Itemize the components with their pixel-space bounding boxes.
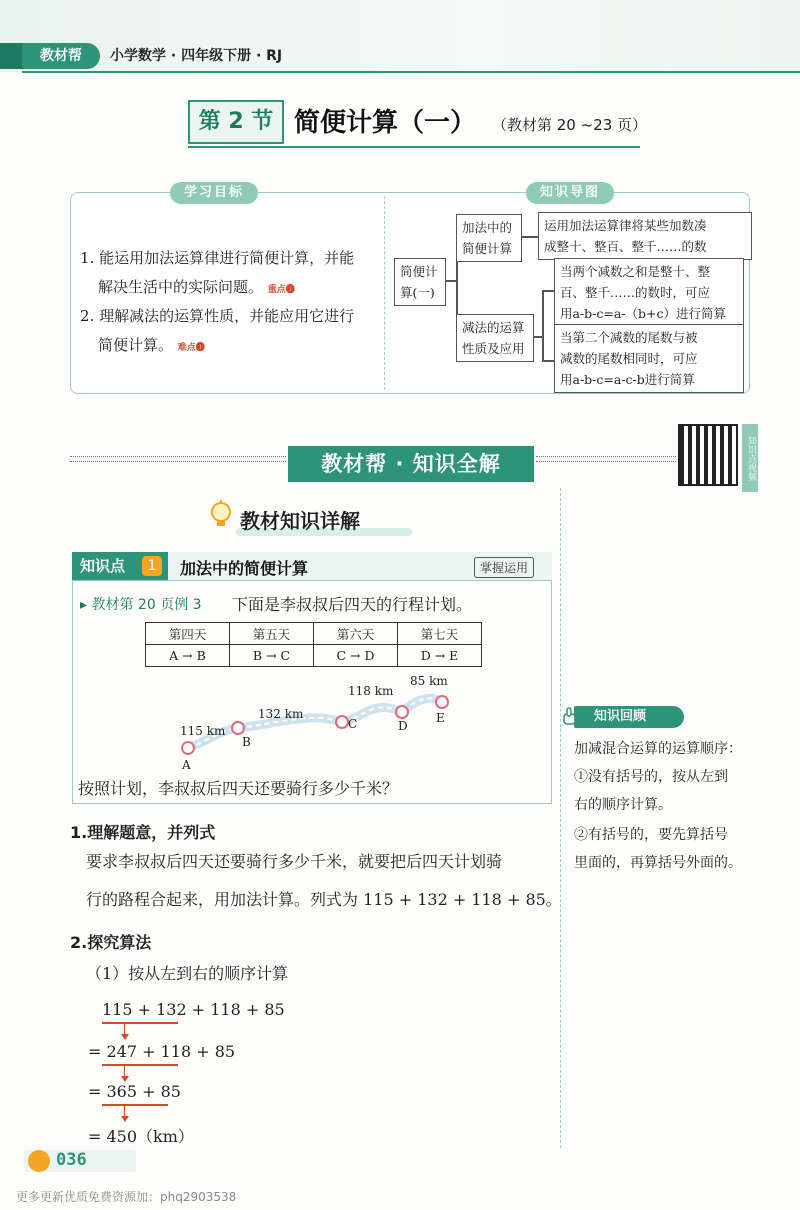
calc-line-3: = 365 + 85 [88,1082,181,1101]
calc-line-2: = 247 + 118 + 85 [88,1042,236,1061]
point-b [232,722,244,734]
plan-table [145,622,482,667]
section-number: 第 2 节 [188,100,284,144]
sidebar-divider [560,488,561,1148]
calc-line-4: = 450（km） [88,1127,194,1146]
objective-2-line1: 2. 理解减法的运算性质，并能应用它进行 [80,307,355,325]
table-cell: B → C [230,645,314,667]
objective-2-line2: 简便计算。 难点❶ [98,336,205,354]
point-d [396,706,408,718]
calc-arrow-1 [121,1034,129,1040]
step-2-subtitle: （1）按从左到右的顺序计算 [86,964,289,983]
mindmap-subtraction-desc-1: 当两个减数之和是整十、整 百、整千……的数时，可应 用a-b-c=a-（b+c）进行简算 [554,258,744,327]
subheading: 教材知识详解 [240,509,360,533]
route-map [170,670,470,780]
label-a: A [182,758,191,772]
label-b: B [242,735,251,749]
step-1-title: 1.理解题意，并列式 [70,823,216,842]
label-e: E [436,711,445,725]
step-2-title: 2.探究算法 [70,933,152,952]
banner-dots-left [70,456,286,462]
mindmap-subtraction-node: 减法的运算 性质及应用 [456,314,534,362]
mascot-icon [28,1150,50,1172]
distance-cd: 118 km [348,684,394,698]
table-cell: D → E [398,645,482,667]
mastery-badge: 掌握运用 [474,557,534,578]
label-c: C [348,717,358,731]
mindmap-label: 知识导图 [526,182,614,204]
point-e [436,696,448,708]
point-a [182,742,194,754]
calc-underline-3 [102,1104,168,1106]
review-line-1: 加减混合运算的运算顺序： [574,741,742,757]
section-banner: 教材帮 · 知识全解 [288,446,534,482]
table-row [146,623,482,645]
review-line-4: ②有括号的，要先算括号 [574,827,728,843]
table-header: 第七天 [398,623,482,645]
table-header: 第六天 [314,623,398,645]
calc-line-1: 115 + 132 + 118 + 85 [102,1000,285,1019]
table-header: 第五天 [230,623,314,645]
mindmap-addition-node: 加法中的 简便计算 [456,214,522,262]
step-1-line2: 行的路程合起来，用加法计算。列式为 115 + 132 + 118 + 85。 [86,890,562,909]
knowledge-point-title: 加法中的简便计算 [180,559,309,578]
review-tag: 知识回顾 [574,706,684,728]
step-1-line1: 要求李叔叔后四天还要骑行多少千米，就要把后四天计划骑 [86,852,503,871]
key-point-tag: 重点❶ [267,285,295,295]
book-title: 小学数学 · 四年级下册 · RJ [110,48,283,64]
review-line-3: 右的顺序计算。 [574,797,672,813]
review-line-2: ①没有括号的，按从左到 [574,769,728,785]
banner-dots-right [536,456,676,462]
table-row [146,645,482,667]
section-page-range: （教材第 20 ~23 页） [492,116,648,134]
mindmap-addition-desc: 运用加法运算律将某些加数凑 成整十、整百、整千……的数 [538,212,752,260]
point-c [336,716,348,728]
label-d: D [398,719,408,733]
review-line-5: 里面的，再算括号外面的。 [574,855,742,871]
qr-label: 知识点视频 [742,424,758,492]
knowledge-point-number: 1 [142,556,162,576]
calc-underline-1 [102,1022,178,1024]
distance-bc: 132 km [258,707,304,721]
distance-de: 85 km [410,674,448,688]
mindmap-subtraction-desc-2: 当第二个减数的尾数与被 减数的尾数相同时，可应 用a-b-c=a-c-b进行简算 [554,324,744,393]
lightbulb-icon [208,500,234,530]
page-number: 036 [56,1150,87,1170]
objective-1-line2: 解决生活中的实际问题。 重点❶ [98,278,295,296]
hand-pointer-icon [562,707,580,727]
objective-1-line1: 1. 能运用加法运算律进行简便计算，并能 [80,249,355,267]
panel-divider [384,196,385,390]
calc-arrow-3 [121,1116,129,1122]
difficult-point-tag: 难点❶ [177,343,205,353]
brand-logo: 教材帮 [22,43,100,69]
knowledge-point-tag: 知识点 [72,552,168,580]
section-title: 简便计算（一） [294,108,477,138]
objectives-label: 学习目标 [170,182,258,204]
table-header: 第四天 [146,623,230,645]
distance-ab: 115 km [180,724,226,738]
section-underline [188,146,640,148]
table-cell: A → B [146,645,230,667]
brand-bar [0,43,24,69]
example-question: 按照计划，李叔叔后四天还要骑行多少千米？ [78,779,399,798]
example-label: ▸ 教材第 20 页例 3 [80,597,202,613]
qr-code-icon[interactable] [678,424,738,486]
table-cell: C → D [314,645,398,667]
mindmap-root: 简便计 算(一) [394,258,446,306]
calc-underline-2 [102,1064,178,1066]
header-divider [22,71,800,73]
footer-source: 更多更新优质免费资源加：phq2903538 [16,1190,237,1204]
example-text: 下面是李叔叔后四天的行程计划。 [232,595,473,614]
